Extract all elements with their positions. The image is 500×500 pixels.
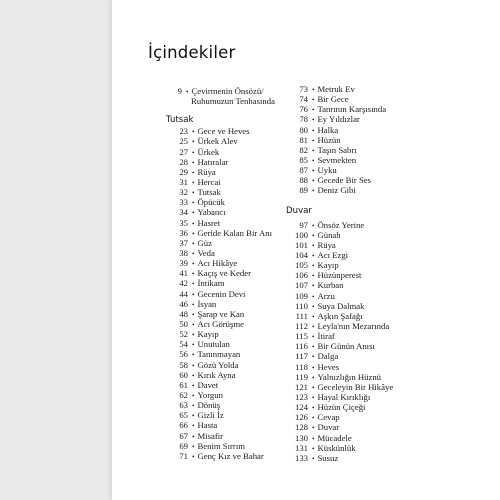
bullet: • (192, 331, 195, 340)
toc-entry (166, 228, 275, 238)
toc-entry-title: Kayıp (197, 329, 219, 340)
toc-page-number: 80 (299, 124, 308, 135)
toc-page-number: 42 (179, 278, 188, 289)
toc-entry (286, 392, 393, 402)
toc-page-number: 23 (179, 126, 188, 137)
bullet: • (192, 148, 195, 157)
toc-entry-title: Bir Günün Anısı (317, 341, 375, 352)
toc-entry (166, 157, 275, 167)
bullet: • (186, 88, 189, 96)
toc-entry-title: Gecenin Devi (197, 288, 246, 299)
toc-entry-title: Metruk Ev (317, 84, 355, 94)
toc-entry-title: Öpücük (197, 197, 225, 208)
toc-entry-title: Veda (197, 247, 215, 258)
toc-page-number: 85 (299, 154, 308, 165)
toc-entry-title: Gizli İz (197, 410, 224, 421)
toc-page-number: 78 (299, 114, 308, 125)
toc-entry-title: Davet (197, 379, 219, 390)
toc-entry (166, 126, 275, 136)
toc-entry-title: İntikam (197, 278, 225, 289)
toc-entry (286, 220, 393, 230)
toc-entry (286, 145, 393, 155)
toc-entry-title: Gözü Yolda (197, 359, 239, 370)
toc-entry (286, 230, 393, 240)
toc-page-number: 32 (179, 187, 188, 198)
bullet: • (192, 209, 195, 218)
bullet: • (192, 199, 195, 208)
bullet: • (192, 371, 195, 380)
bullet: • (192, 310, 195, 319)
bullet: • (192, 260, 195, 269)
toc-entry (166, 329, 275, 339)
toc-page-number: 121 (294, 381, 308, 392)
toc-page-number: 126 (294, 412, 308, 423)
toc-page-number: 115 (295, 331, 308, 342)
toc-page-number: 54 (179, 339, 188, 350)
toc-entry (166, 441, 275, 451)
page-title: İçindekiler (148, 43, 236, 62)
toc-page-number: 48 (179, 308, 188, 319)
toc-entry-title: Dönüş (197, 400, 221, 411)
bullet: • (192, 280, 195, 289)
toc-entry-title: Geride Kalan Bir Anı (197, 227, 273, 238)
toc-entry (166, 431, 275, 441)
toc-page-number: 88 (299, 175, 308, 186)
bullet: • (312, 262, 315, 271)
bullet: • (312, 272, 315, 281)
toc-entry (166, 167, 275, 177)
toc-entry (286, 331, 393, 341)
toc-page-number: 37 (179, 237, 188, 248)
toc-list-duvar (286, 220, 393, 463)
bullet: • (192, 452, 195, 461)
toc-entry (286, 155, 393, 165)
toc-page-number: 128 (294, 422, 308, 433)
bullet: • (192, 391, 195, 400)
bullet: • (312, 221, 315, 230)
toc-entry (166, 268, 275, 278)
bullet: • (312, 444, 315, 453)
toc-entry-title: Hüzün Çiçeği (317, 402, 366, 413)
toc-entry-title: Küskünlük (317, 442, 356, 453)
spacer (286, 196, 393, 205)
toc-entry-title: Hayal Kırıklığı (317, 391, 371, 402)
section-heading-tutsak: Tutsak (166, 115, 194, 126)
toc-page-number: 116 (295, 341, 308, 352)
bullet: • (192, 442, 195, 451)
bullet: • (312, 116, 315, 125)
bullet: • (312, 106, 315, 115)
toc-entry (166, 319, 275, 329)
bullet: • (312, 353, 315, 362)
toc-entry-title: Güz (197, 237, 212, 248)
bullet: • (312, 96, 315, 105)
toc-entry-title: İsyan (197, 298, 217, 309)
bullet: • (192, 249, 195, 258)
toc-entry-title: Duvar (317, 422, 340, 433)
bullet: • (312, 156, 315, 165)
toc-page-number: 29 (179, 166, 188, 177)
bullet: • (192, 300, 195, 309)
toc-entry (286, 94, 393, 104)
toc-entry-title: Misafir (197, 430, 224, 441)
toc-page-number: 89 (299, 185, 308, 196)
bullet: • (312, 383, 315, 392)
toc-entry (166, 420, 275, 430)
toc-entry (286, 135, 393, 145)
toc-entry-title: Ürkek Alev (197, 136, 238, 147)
toc-entry (166, 360, 275, 370)
toc-page-number: 130 (294, 432, 308, 443)
toc-entry-title: Cevap (317, 412, 340, 423)
toc-entry-title: Yorgun (197, 389, 223, 400)
toc-entry (166, 187, 275, 197)
bullet: • (312, 146, 315, 155)
bullet: • (312, 373, 315, 382)
toc-entry (286, 311, 393, 321)
bullet: • (312, 454, 315, 463)
toc-entry-title: Acı Görüşme (197, 318, 245, 329)
toc-page-number: 36 (179, 227, 188, 238)
toc-page-number: 97 (299, 219, 308, 230)
toc-entry-title: Kırık Ayna (197, 369, 236, 380)
toc-page-number: 46 (179, 298, 188, 309)
toc-entry-title: Tutsak (197, 187, 221, 198)
toc-entry (166, 339, 275, 349)
bullet: • (192, 219, 195, 228)
toc-page-number: 106 (294, 270, 308, 281)
toc-entry (286, 422, 393, 432)
toc-page-number: 63 (179, 400, 188, 411)
toc-entry (166, 309, 275, 319)
toc-page-number: 62 (179, 389, 188, 400)
bullet: • (312, 177, 315, 186)
toc-intro-entry (166, 86, 275, 96)
toc-entry (286, 362, 393, 372)
bullet: • (192, 341, 195, 350)
toc-page-number: 52 (179, 329, 188, 340)
bullet: • (192, 351, 195, 360)
toc-entry (166, 218, 275, 228)
toc-entry-title: Sevmekten (317, 154, 357, 165)
bullet: • (312, 241, 315, 250)
bullet: • (312, 424, 315, 433)
bullet: • (312, 312, 315, 321)
toc-list-tutsak (166, 126, 275, 461)
section-heading-duvar: Duvar (286, 205, 312, 216)
toc-entry (286, 165, 393, 175)
toc-entry-title: Önsöz Yerine (317, 219, 365, 230)
toc-page-number: 124 (294, 402, 308, 413)
toc-entry (166, 451, 275, 461)
toc-entry (286, 280, 393, 290)
bullet: • (192, 138, 195, 147)
toc-entry (166, 299, 275, 309)
toc-page-number: 112 (295, 320, 308, 331)
toc-entry (166, 380, 275, 390)
bullet: • (192, 381, 195, 390)
toc-entry-title: Deniz Gibi (317, 185, 356, 196)
toc-entry (286, 291, 393, 301)
toc-page-number: 44 (179, 288, 188, 299)
toc-page-number: 117 (295, 351, 308, 362)
bullet: • (312, 126, 315, 135)
toc-page-number: 50 (179, 318, 188, 329)
toc-entry-title: Mücadele (317, 432, 352, 443)
toc-entry (166, 349, 275, 359)
bullet: • (192, 168, 195, 177)
bullet: • (312, 434, 315, 443)
toc-entry-title: Suya Dalmak (317, 300, 365, 311)
toc-page-number: 76 (299, 104, 308, 115)
bullet: • (312, 282, 315, 291)
toc-entry (166, 258, 275, 268)
toc-page-number: 101 (294, 239, 308, 250)
toc-entry (166, 177, 275, 187)
toc-entry (166, 207, 275, 217)
toc-page-number: 131 (294, 442, 308, 453)
toc-entry-title: Dalga (317, 351, 339, 362)
toc-entry (166, 278, 275, 288)
bullet: • (192, 402, 195, 411)
toc-page-number: 25 (179, 136, 188, 147)
toc-entry (286, 433, 393, 443)
toc-entry-title: Rüya (317, 239, 336, 250)
toc-page-number: 65 (179, 410, 188, 421)
toc-column-left (166, 86, 275, 461)
toc-entry-title: Geceleyin Bir Hikâye (317, 381, 394, 392)
bullet: • (192, 412, 195, 421)
toc-page-number: 82 (299, 144, 308, 155)
toc-entry-title: Heves (317, 361, 340, 372)
toc-page-number: 100 (294, 229, 308, 240)
toc-entry (286, 402, 393, 412)
toc-entry (286, 114, 393, 124)
bullet: • (312, 167, 315, 176)
toc-page-number: 118 (295, 361, 308, 372)
bullet: • (192, 158, 195, 167)
toc-entry-title: Gece ve Heves (197, 126, 250, 137)
toc-entry (286, 443, 393, 453)
toc-entry-title: Ey Yıldızlar (317, 114, 360, 125)
toc-entry (286, 321, 393, 331)
bullet: • (312, 231, 315, 240)
toc-page-number: 66 (179, 420, 188, 431)
toc-entry-title: Hatıralar (197, 156, 229, 167)
toc-page-number: 107 (294, 280, 308, 291)
toc-entry-title: Hercai (197, 176, 221, 187)
toc-entry-title: Taşın Sabrı (317, 144, 357, 155)
bullet: • (192, 422, 195, 431)
bullet: • (312, 322, 315, 331)
toc-page-number: 74 (299, 94, 308, 105)
toc-entry (166, 238, 275, 248)
toc-entry-title: Hüzün (317, 134, 341, 145)
toc-page-number: 123 (294, 391, 308, 402)
bullet: • (192, 229, 195, 238)
toc-entry (286, 185, 393, 195)
toc-page-number: 87 (299, 165, 308, 176)
toc-entry-title: Ürkek (197, 146, 220, 157)
toc-entry (286, 372, 393, 382)
toc-entry (286, 351, 393, 361)
toc-entry (166, 390, 275, 400)
toc-entry-title: Hasret (197, 217, 221, 228)
spacer (166, 106, 275, 114)
toc-entry (166, 147, 275, 157)
bullet: • (192, 361, 195, 370)
toc-entry (286, 412, 393, 422)
toc-entry-title: Uyku (317, 165, 337, 176)
toc-page-number: 38 (179, 247, 188, 258)
toc-entry (286, 341, 393, 351)
toc-entry (286, 125, 393, 135)
toc-entry-title: Benim Sırrım (197, 440, 245, 451)
toc-entry-title: Leyla'nın Mezarında (317, 320, 390, 331)
toc-entry (166, 410, 275, 420)
toc-entry-title: Aşkın Şafağı (317, 310, 363, 321)
toc-page-number: 133 (294, 452, 308, 463)
toc-page-number: 34 (179, 207, 188, 218)
toc-entry (166, 400, 275, 410)
toc-entry-title: Hüzünperest (317, 270, 362, 281)
toc-entry (166, 370, 275, 380)
toc-page-number: 58 (179, 359, 188, 370)
bullet: • (312, 343, 315, 352)
toc-entry-title: Çevirmenin Önsözü/ (191, 86, 264, 96)
toc-page-number: 33 (179, 197, 188, 208)
bullet: • (312, 393, 315, 402)
bullet: • (192, 290, 195, 299)
toc-entry-title: Genç Kız ve Bahar (197, 450, 264, 461)
toc-page-number: 31 (179, 176, 188, 187)
toc-entry (286, 382, 393, 392)
toc-entry (286, 240, 393, 250)
toc-page-number: 35 (179, 217, 188, 228)
toc-page-number: 61 (179, 379, 188, 390)
bullet: • (192, 239, 195, 248)
toc-entry (286, 260, 393, 270)
toc-intro-continuation: Ruhumuzun Tenhasında (191, 96, 275, 107)
toc-entry (286, 301, 393, 311)
bullet: • (312, 251, 315, 260)
bullet: • (192, 178, 195, 187)
toc-entry (166, 248, 275, 258)
bullet: • (312, 363, 315, 372)
toc-entry-title: Günah (317, 229, 341, 240)
toc-entry-title: Kayıp (317, 260, 339, 271)
toc-entry (286, 104, 393, 114)
bullet: • (192, 270, 195, 279)
toc-entry-title: İtiraf (317, 331, 335, 342)
toc-entry (166, 197, 275, 207)
toc-page-number: 104 (294, 249, 308, 260)
toc-entry-title: Tanınmayan (197, 349, 241, 360)
toc-column-right (286, 84, 393, 463)
toc-page-number: 73 (299, 84, 308, 94)
toc-entry (286, 270, 393, 280)
toc-entry (286, 453, 393, 463)
toc-page-number: 41 (179, 268, 188, 279)
toc-page-number: 105 (294, 260, 308, 271)
toc-entry-title: Gecede Bir Ses (317, 175, 372, 186)
toc-entry-title: Şarap ve Kan (197, 308, 245, 319)
toc-page-number: 9 (177, 86, 182, 96)
toc-entry-title: Halka (317, 124, 339, 135)
toc-page-number: 39 (179, 258, 188, 269)
bullet: • (192, 189, 195, 198)
toc-page-number: 109 (294, 290, 308, 301)
toc-entry-title: Kaçış ve Keder (197, 268, 251, 279)
toc-page-number: 110 (295, 300, 308, 311)
toc-page-number: 67 (179, 430, 188, 441)
toc-entry (286, 84, 393, 94)
toc-entry-title: Unutulan (197, 339, 230, 350)
bullet: • (312, 414, 315, 423)
toc-entry (166, 136, 275, 146)
bullet: • (312, 333, 315, 342)
toc-entry-title: Hasta (197, 420, 218, 431)
toc-page-number: 111 (295, 310, 308, 321)
toc-entry-title: Tanrının Karşısında (317, 104, 387, 115)
toc-page-number: 69 (179, 440, 188, 451)
toc-entry (166, 289, 275, 299)
toc-page-number: 56 (179, 349, 188, 360)
bullet: • (312, 302, 315, 311)
bullet: • (312, 86, 315, 94)
bullet: • (312, 404, 315, 413)
toc-entry (286, 250, 393, 260)
bullet: • (312, 136, 315, 145)
bullet: • (192, 432, 195, 441)
toc-page-number: 81 (299, 134, 308, 145)
toc-page-number: 119 (295, 371, 308, 382)
toc-entry-title: Susuz (317, 452, 339, 463)
toc-page-number: 27 (179, 146, 188, 157)
toc-entry-title: Rüya (197, 166, 216, 177)
toc-entry-title: Yalnızlığın Hüznü (317, 371, 382, 382)
toc-entry-title: Yabancı (197, 207, 226, 218)
toc-entry-title: Acı Hikâye (197, 258, 238, 269)
bullet: • (192, 320, 195, 329)
toc-entry-title: Acı Ezgi (317, 249, 349, 260)
toc-entry (286, 175, 393, 185)
toc-entry-title: Bir Gece (317, 94, 349, 105)
toc-entry-title: Arzu (317, 290, 335, 301)
toc-page-number: 71 (179, 450, 188, 461)
bullet: • (192, 128, 195, 137)
bullet: • (312, 292, 315, 301)
bullet: • (312, 187, 315, 196)
toc-entry-title: Kurban (317, 280, 344, 291)
toc-list-tutsak-cont (286, 84, 393, 196)
toc-page-number: 60 (179, 369, 188, 380)
toc-page-number: 28 (179, 156, 188, 167)
